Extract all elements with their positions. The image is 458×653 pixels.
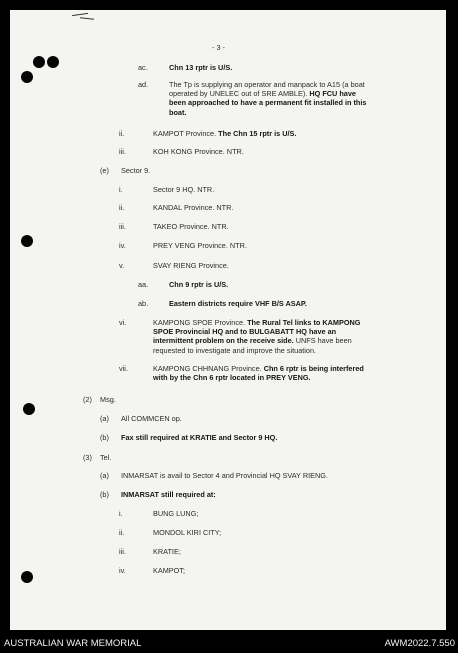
item-text-line xyxy=(153,373,311,382)
item-text-line xyxy=(153,547,181,556)
item-number: vii. xyxy=(119,364,128,373)
item-number: (2) xyxy=(83,395,92,404)
item-text-line xyxy=(153,318,360,327)
item-text-line xyxy=(121,414,182,423)
item-text-line xyxy=(169,98,366,107)
item-number: i. xyxy=(119,509,123,518)
bold-text: SPOE Provincial HQ and to BULGABATT HQ have an xyxy=(153,327,337,337)
text-run: All COMMCEN op. xyxy=(121,414,182,423)
item-number: ii. xyxy=(119,129,125,138)
item-number: iii. xyxy=(119,222,126,231)
item-text-line xyxy=(169,280,228,289)
item-text-line xyxy=(121,166,150,175)
text-run: PREY VENG Province. NTR. xyxy=(153,241,247,250)
item-text-line xyxy=(121,433,277,442)
text-run: SVAY RIENG Province. xyxy=(153,261,229,270)
text-run: KANDAL Province. NTR. xyxy=(153,203,234,212)
item-text-line xyxy=(153,566,185,575)
bold-text: boat. xyxy=(169,107,187,117)
text-run: requested to investigate and improve the situation. xyxy=(153,345,317,355)
item-number: v. xyxy=(119,261,125,270)
item-number: iv. xyxy=(119,566,126,575)
text-run: Msg. xyxy=(100,395,116,404)
text-run: KAMPOT Province. xyxy=(153,129,219,138)
item-text-line xyxy=(153,364,364,373)
item-number: (b) xyxy=(100,433,109,442)
page-mark xyxy=(72,13,88,16)
bold-text: Fax still required at KRATIE and Sector 9 HQ. xyxy=(121,433,278,442)
page-number: - 3 - xyxy=(212,43,225,52)
item-text-line xyxy=(153,336,352,345)
bold-text: The Rural Tel links to KAMPONG xyxy=(247,318,361,327)
item-text-line xyxy=(153,241,247,250)
text-run: UNFS have been xyxy=(295,336,352,346)
item-text-line xyxy=(153,528,221,537)
item-text-line xyxy=(169,63,232,72)
item-number: iii. xyxy=(119,547,126,556)
punch-hole xyxy=(21,71,33,83)
text-run: BUNG LUNG; xyxy=(153,509,199,518)
item-number: (3) xyxy=(83,453,92,462)
text-run: The Tp is supplying an operator and manpack to A15 (a boat xyxy=(169,80,365,89)
text-run: KAMPOT; xyxy=(153,566,186,575)
item-number: ii. xyxy=(119,203,125,212)
item-text-line xyxy=(121,471,328,480)
item-number: ac. xyxy=(138,63,148,72)
text-run: TAKEO Province. NTR. xyxy=(153,222,229,231)
bold-text: Eastern districts require VHF B/S ASAP. xyxy=(169,299,307,308)
item-text-line xyxy=(169,80,365,89)
item-number: aa. xyxy=(138,280,149,289)
item-number: (b) xyxy=(100,490,109,499)
item-number: iv. xyxy=(119,241,126,250)
item-text-line xyxy=(153,203,233,212)
document-page xyxy=(10,10,446,630)
item-text-line xyxy=(153,346,316,355)
text-run: INMARSAT is avail to Sector 4 and Provincial HQ SVAY RIENG. xyxy=(121,471,328,480)
item-number: ab. xyxy=(138,299,149,308)
text-run: KRATIE; xyxy=(153,547,181,556)
text-run: operated by UNELEC out of SRE AMBLE). xyxy=(169,89,310,99)
text-run: Sector 9 HQ. NTR. xyxy=(153,185,215,194)
footer-right: AWM2022.7.550 xyxy=(384,638,455,649)
item-number: vi. xyxy=(119,318,127,327)
item-number: ad. xyxy=(138,80,149,89)
item-number: iii. xyxy=(119,147,126,156)
bold-text: intermittent problem on the receive side. xyxy=(153,336,296,346)
item-number: ii. xyxy=(119,528,125,537)
item-text-line xyxy=(153,261,229,270)
punch-hole xyxy=(47,56,59,68)
punch-hole xyxy=(21,571,33,583)
item-text-line xyxy=(169,299,307,308)
bold-text: The Chn 15 rptr is U/S. xyxy=(218,129,297,138)
item-text-line xyxy=(153,185,214,194)
item-text-line xyxy=(169,89,356,98)
bold-text: Chn 9 rptr is U/S. xyxy=(169,280,229,289)
punch-hole xyxy=(21,235,33,247)
item-text-line xyxy=(153,222,229,231)
bold-text: Chn 13 rptr is U/S. xyxy=(169,63,233,72)
text-run: Sector 9. xyxy=(121,166,151,175)
text-run: KAMPONG CHHNANG Province. xyxy=(153,364,264,373)
bold-text: Chn 6 rptr is being interfered xyxy=(263,364,364,373)
text-run: KOH KONG Province. NTR. xyxy=(153,147,244,156)
item-text-line xyxy=(153,129,296,138)
item-text-line xyxy=(153,147,244,156)
page-mark xyxy=(80,17,94,19)
item-text-line xyxy=(153,327,336,336)
text-run: KAMPONG SPOE Province. xyxy=(153,318,248,327)
item-number: i. xyxy=(119,185,123,194)
item-text-line xyxy=(169,108,186,117)
item-number: (a) xyxy=(100,471,109,480)
punch-hole xyxy=(23,403,35,415)
item-text-line xyxy=(153,509,198,518)
bold-text: INMARSAT still required at: xyxy=(121,490,216,499)
item-text-line xyxy=(100,395,116,404)
item-number: (a) xyxy=(100,414,109,423)
item-text-line xyxy=(100,453,111,462)
text-run: Tel. xyxy=(100,453,112,462)
footer-left: AUSTRALIAN WAR MEMORIAL xyxy=(4,638,142,649)
bold-text: HQ FCU have xyxy=(309,89,356,99)
item-text-line xyxy=(121,490,216,499)
item-number: (e) xyxy=(100,166,109,175)
bold-text: with by the Chn 6 rptr located in PREY VENG. xyxy=(153,373,311,383)
bold-text: been approached to have a permanent fit installed in this xyxy=(169,98,367,108)
text-run: MONDOL KIRI CITY; xyxy=(153,528,222,537)
punch-hole xyxy=(33,56,45,68)
